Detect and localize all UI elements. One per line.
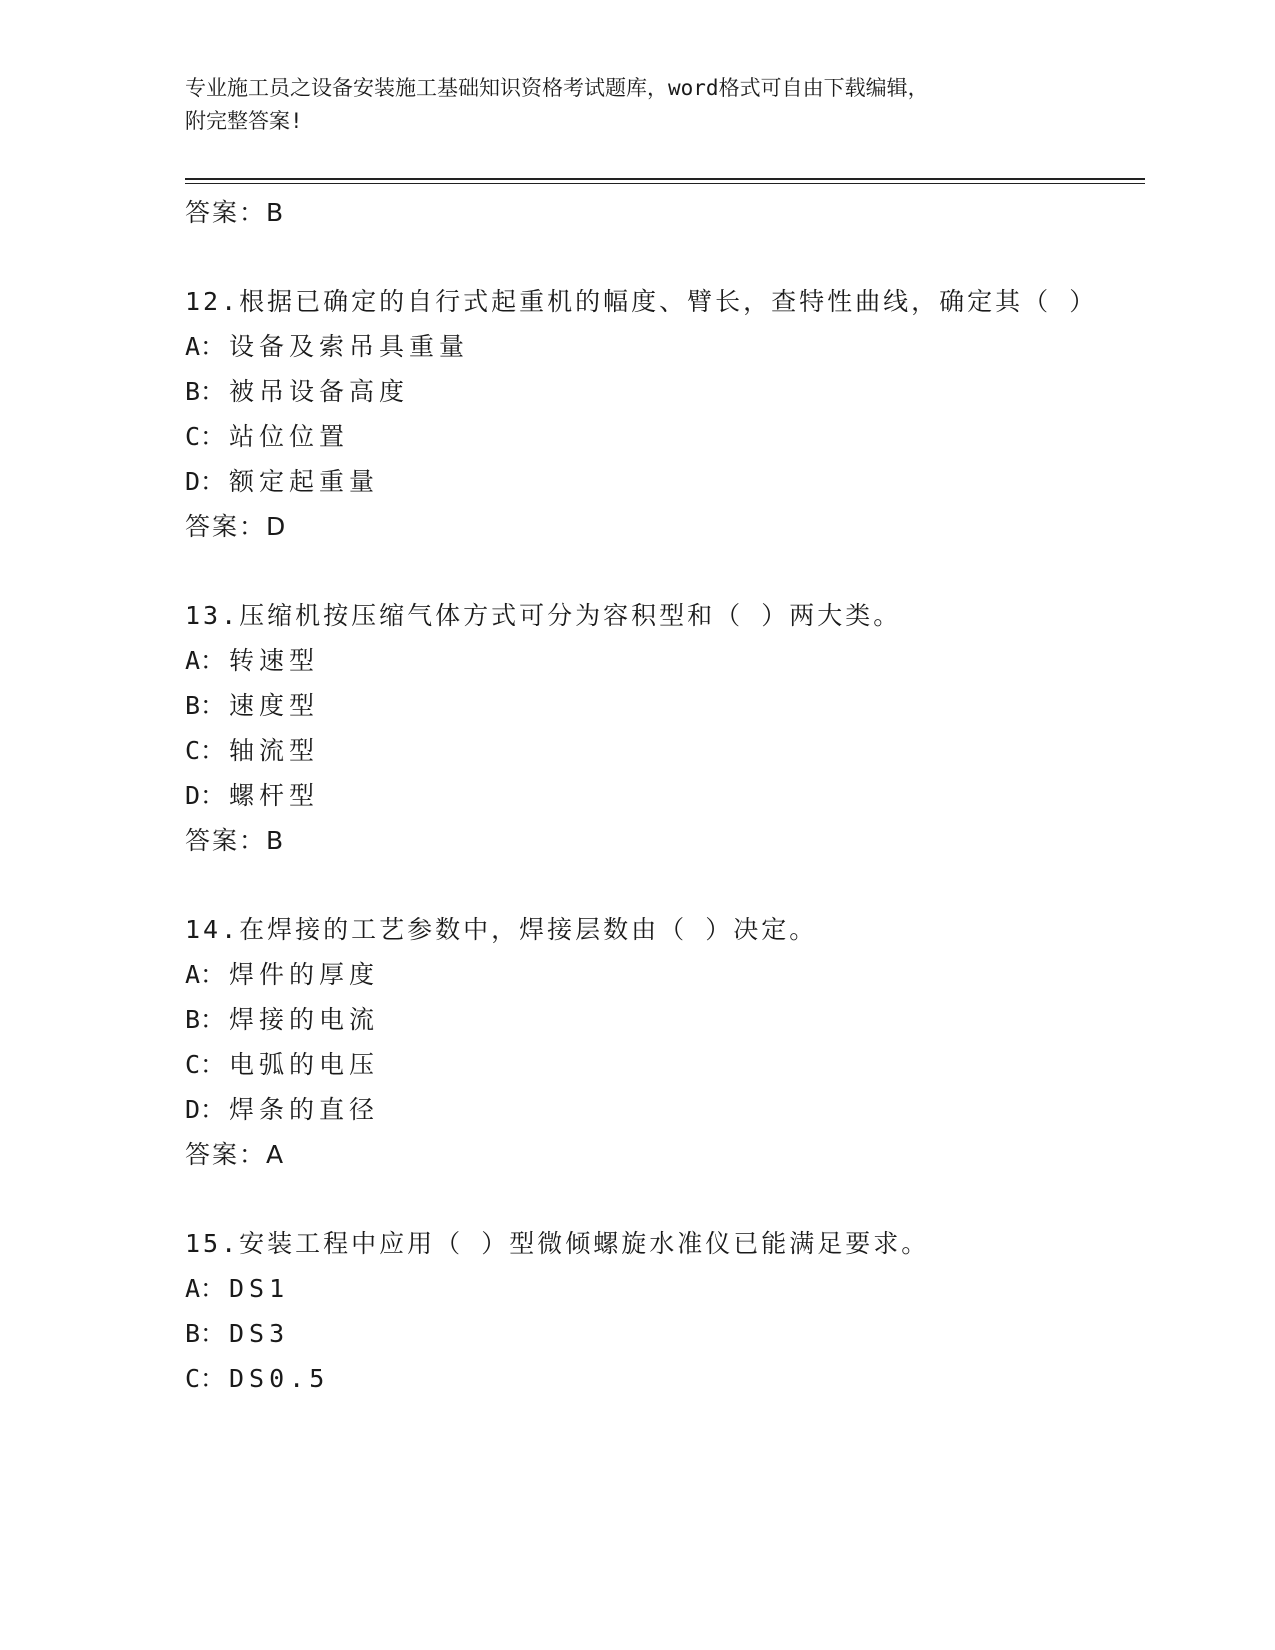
question-stem: 12.根据已确定的自行式起重机的幅度、臂长，查特性曲线，确定其（ ） (185, 287, 1098, 316)
option-key: A： (185, 332, 226, 361)
question-list (185, 190, 1145, 1401)
answer-line (185, 818, 1145, 864)
header-line-1: 专业施工员之设备安装施工基础知识资格考试题库，word格式可自由下载编辑， (185, 76, 929, 100)
option-key: D： (185, 781, 226, 810)
question-stem: 14.在焊接的工艺参数中，焊接层数由（ ）决定。 (185, 915, 818, 944)
option-text: DS3 (229, 1319, 290, 1348)
question-stem: 15.安装工程中应用（ ）型微倾螺旋水准仪已能满足要求。 (185, 1229, 930, 1258)
answer-label: 答案： (185, 1140, 267, 1169)
option-key: B： (185, 1319, 226, 1348)
document-header (185, 72, 1085, 138)
option-item (185, 369, 1145, 414)
option-item (185, 997, 1145, 1042)
option-text: 转速型 (229, 646, 320, 675)
answer-value: B (266, 198, 285, 227)
option-key: C： (185, 422, 226, 451)
option-key: B： (185, 377, 226, 406)
option-item (185, 1087, 1145, 1132)
option-item (185, 773, 1145, 818)
answer-line (185, 190, 1145, 236)
option-key: A： (185, 960, 226, 989)
option-text: 电弧的电压 (229, 1050, 380, 1079)
option-item (185, 952, 1145, 997)
option-text: 速度型 (229, 691, 320, 720)
option-key: A： (185, 1274, 226, 1303)
answer-label: 答案： (185, 512, 267, 541)
answer-line (185, 504, 1145, 550)
option-key: A： (185, 646, 226, 675)
option-item (185, 1042, 1145, 1087)
answer-label: 答案： (185, 826, 267, 855)
option-text: 额定起重量 (229, 467, 380, 496)
option-text: DS0.5 (229, 1364, 330, 1393)
option-key: C： (185, 736, 226, 765)
option-text: 设备及索吊具重量 (229, 332, 470, 361)
option-text: 螺杆型 (229, 781, 320, 810)
answer-value: B (266, 826, 285, 855)
answer-value: D (266, 512, 287, 541)
answer-label: 答案： (185, 198, 267, 227)
answer-value: A (266, 1140, 285, 1169)
header-divider (185, 178, 1145, 184)
option-item (185, 324, 1145, 369)
option-text: 焊条的直径 (229, 1095, 380, 1124)
option-text: 焊接的电流 (229, 1005, 380, 1034)
option-item (185, 459, 1145, 504)
option-text: 被吊设备高度 (229, 377, 410, 406)
option-item (185, 1266, 1145, 1311)
option-key: B： (185, 1005, 226, 1034)
option-key: D： (185, 1095, 226, 1124)
option-item (185, 1311, 1145, 1356)
option-key: C： (185, 1050, 226, 1079)
option-text: 焊件的厚度 (229, 960, 380, 989)
option-item (185, 728, 1145, 773)
option-text: 轴流型 (229, 736, 320, 765)
option-key: D： (185, 467, 226, 496)
option-key: C： (185, 1364, 226, 1393)
option-key: B： (185, 691, 226, 720)
option-item (185, 414, 1145, 459)
header-line-2: 附完整答案! (185, 109, 303, 133)
answer-line (185, 1132, 1145, 1178)
option-text: 站位位置 (229, 422, 350, 451)
option-item (185, 638, 1145, 683)
option-text: DS1 (229, 1274, 290, 1303)
option-item (185, 683, 1145, 728)
option-item (185, 1356, 1145, 1401)
question-stem: 13.压缩机按压缩气体方式可分为容积型和（ ）两大类。 (185, 601, 902, 630)
